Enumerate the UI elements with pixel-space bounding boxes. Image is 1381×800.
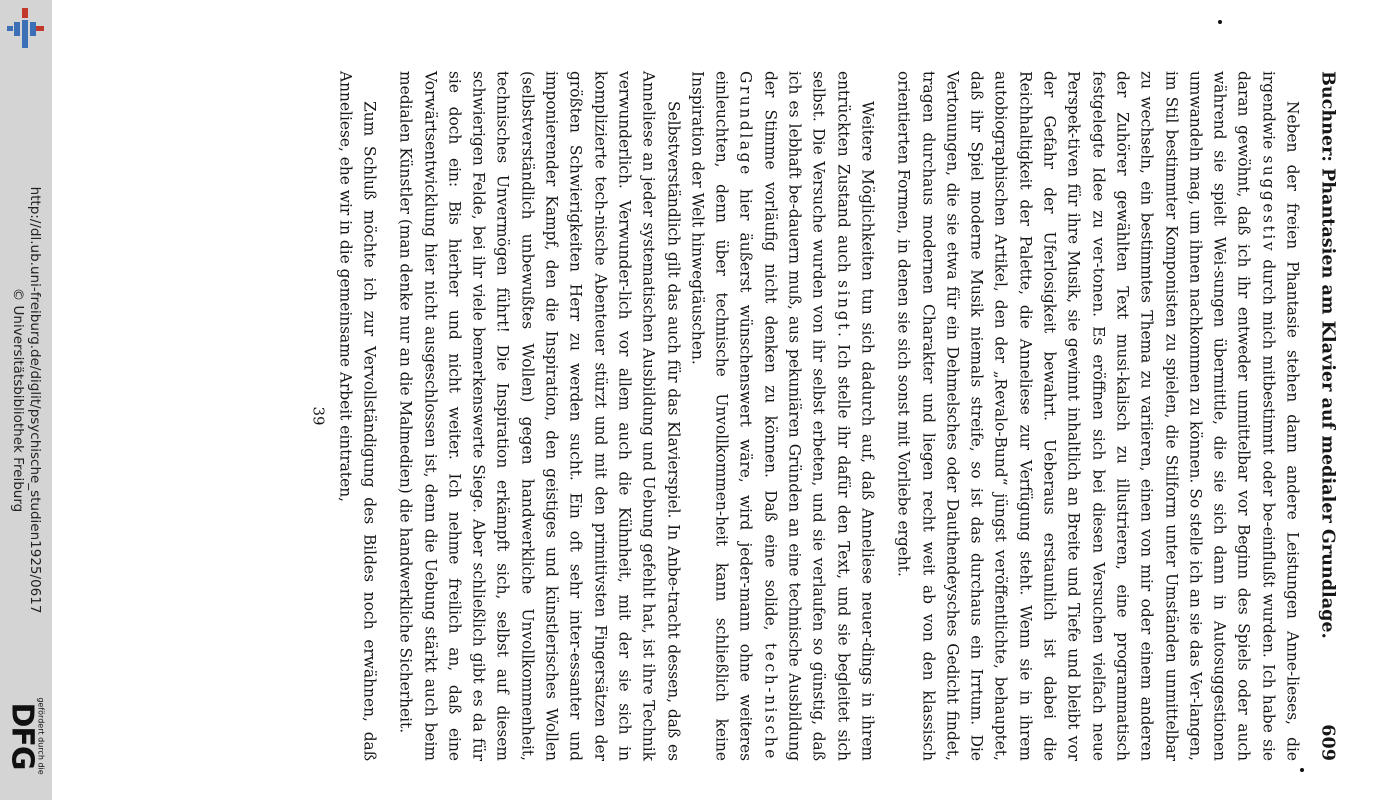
paragraph-2	[685, 71, 879, 761]
dfg-logo	[0, 676, 52, 796]
paragraph-3: Selbstverständlich gilt das auch für das Klavierspiel. In Anbe-tracht dessen, daß es Anneliese an jeder systematischen Ausbildung und Uebung gefehlt hat, ist ihre Technik verwunderlich. Verwunder-lich vor allem auch die Kühnheit, mit der sie sich in komplizierte tech-nische Abenteuer stürzt und mit den primitivsten Fingersätzen der größten Schwierigkeiten Herr zu werden sucht. Ein oft sehr inter-essanter und imponierender Kampf, den die Inspiration, den geistiges und künstlerisches Wollen (selbstverständlich unbewußtes Wollen) gegen handwerkliche Unvollkommenheit, technisches Unvermögen führt! Die Inspiration erkämpft sich, selbst auf diesem schwierigen Felde, bei ihr viele bemerkenswerte Siege. Aber schließlich gibt es da für sie doch ein: Bis hierher und nicht weiter. Ich nehme freilich an, daß eine Vorwärtsentwicklung hier nicht ausgeschlossen ist, denn die Uebung stärkt auch beim medialen Künstler (man denke nur an die Malmedien) die handwerkliche Sicherheit.	[396, 71, 682, 761]
paragraph-text: Weitere Möglichkeiten tun sich dadurch auf, daß Anneliese neuer-dings in ihrem entrückten Zustand auch	[833, 71, 876, 761]
running-header	[1316, 71, 1338, 761]
paragraph-text: Neben der freien Phantasie stehen dann andere Leistungen Anne-lieses, die irgendwie	[1258, 71, 1301, 761]
paragraph-text: durch mich mitbestimmt oder be-einflußt wurden. Ich habe sie daran gewöhnt, daß ich ihr entweder unmittelbar vor Beginn des Spiels oder auch während sie spielt Wei-sungen übermittle, die sie sich dann in Autosuggestionen umwandeln mag, um ihnen nachkommen zu können. So stelle ich an sie das Ver-langen, im Stil bestimmter Komponisten zu spielen, die Stilform unter Umständen unmittelbar zu wechseln, ein bestimmtes Thema zu variieren, einen von mir oder einem anderen der Zuhörer gewählten Text musi-kalisch zu illustrieren, eine programmatisch festgelegte Idee zu ver-tonen. Es eröffnen sich bei diesen Versuchen vielfach neue Perspek-tiven für ihre Musik, sie gewinnt inhaltlich an Breite und Tiefe und bleibt vor der Gefahr der Uferlosigkeit bewahrt. Ueberaus erstaunlich ist dabei die Reichhaltigkeit der Palette, die Anneliese zur Verfügung steht. Wenn sie in ihrem autobiographischen Artikel, den der „Revalo-Bund“ jüngst veröffentlichte, behauptet, daß ihr Spiel moderne Musik niemals streife, so ist das durchaus ein Irrtum. Die Vertonungen, die sie etwa für ein Dehmelsches oder Dauthendeysches Gedicht findet, tragen durchaus modernen Charakter und liegen recht weit ab von den klassisch orientierten Formen, in denen sie sich sonst mit Vorliebe ergeht.	[894, 71, 1277, 761]
paragraph-text: hier äußerst wünschenswert wäre, wird jeder-mann ohne weiteres einleuchten, denn über technische Unvollkommen-heit kann schließlich keine Inspiration der Welt hinwegtäuschen.	[687, 71, 755, 761]
spaced-word: singt	[833, 280, 852, 332]
copyright-notice: © Universitätsbibliothek Freiburg	[10, 287, 26, 513]
paragraph-1	[891, 71, 1304, 761]
signature-mark: 39	[309, 406, 328, 426]
source-url[interactable]: http://dl.ub.uni-freiburg.de/diglit/psychische_studien1925/0617	[27, 186, 43, 614]
scanned-page	[108, 62, 1343, 770]
speck-mark	[1218, 20, 1222, 24]
paragraph-text: . Ich stelle ihr dafür den Text, und sie begleitet sich selbst. Die Versuche wurden von ihr selbst erbeten, und sie verlaufen so günstig, daß ich es lebhaft be-dauern muß, aus pekuniären Gründen an eine technische Ausbildung der Stimme vorläufig nicht denken zu können. Daß eine solide,	[760, 71, 852, 762]
page-number: 609	[1317, 724, 1338, 761]
spaced-word: suggestiv	[1258, 155, 1277, 254]
dfg-logo-text: DFG	[4, 702, 40, 770]
page-title: Buchner: Phantasien am Klavier auf medialer Grundlage.	[1317, 71, 1338, 639]
source-url-strip	[0, 180, 52, 620]
dfg-caption: gefördert durch die	[36, 697, 46, 775]
spaced-word: tech-nische Grundlage	[736, 71, 779, 761]
paragraph-4: Zum Schluß möchte ich zur Vervollständigung des Bildes noch erwähnen, daß Anneliese, ehe wir in die gemeinsame Arbeit eintraten,	[335, 71, 379, 761]
viewer-sidebar	[0, 0, 52, 800]
ub-freiburg-logo-icon	[6, 6, 46, 50]
